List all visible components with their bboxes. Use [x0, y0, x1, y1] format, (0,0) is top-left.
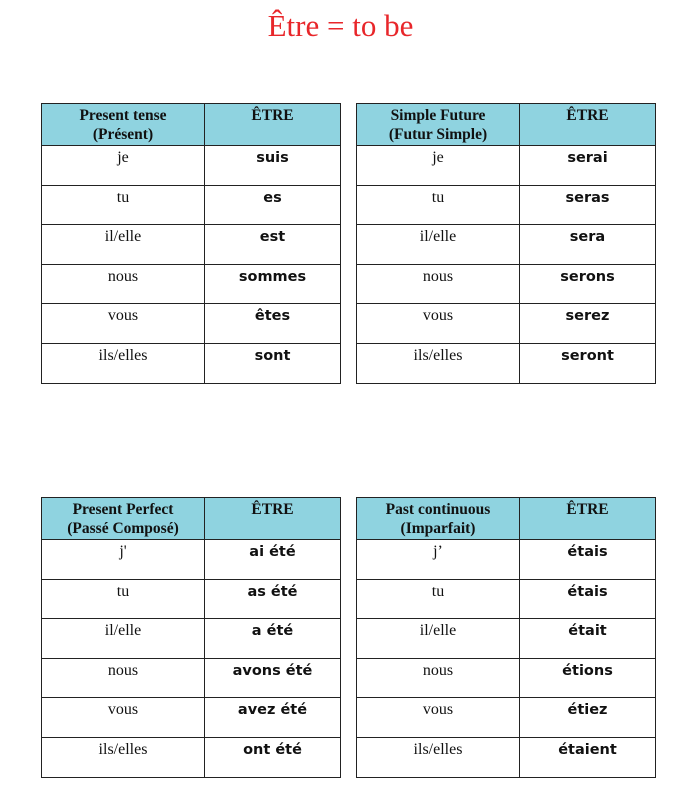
verb-form-cell: serez — [520, 304, 656, 344]
verb-form-cell: étiez — [520, 698, 656, 738]
verb-form-cell: a été — [205, 619, 341, 659]
table-row — [42, 343, 341, 383]
verb-form-cell: avez été — [205, 698, 341, 738]
verb-form-cell: sera — [520, 225, 656, 265]
table-row — [42, 737, 341, 777]
pronoun-cell: il/elle — [357, 225, 520, 265]
verb-form-cell: as été — [205, 579, 341, 619]
pronoun-cell: tu — [42, 185, 205, 225]
pronoun-cell: je — [357, 146, 520, 186]
pronoun-cell: vous — [357, 698, 520, 738]
pronoun-cell: il/elle — [42, 619, 205, 659]
table-row — [42, 304, 341, 344]
verb-form-cell: était — [520, 619, 656, 659]
verb-form-cell: suis — [205, 146, 341, 186]
tense-name: Simple Future — [390, 107, 486, 124]
table-row — [357, 185, 656, 225]
table-row — [357, 619, 656, 659]
tense-header — [42, 498, 205, 540]
verb-form-cell: seront — [520, 343, 656, 383]
verb-form-cell: avons été — [205, 658, 341, 698]
pronoun-cell: vous — [42, 304, 205, 344]
tense-header — [357, 104, 520, 146]
pronoun-cell: vous — [42, 698, 205, 738]
table-row — [42, 579, 341, 619]
table-row — [42, 658, 341, 698]
pronoun-cell: ils/elles — [42, 343, 205, 383]
table-row — [357, 658, 656, 698]
tense-french-name: (Passé Composé) — [67, 520, 179, 537]
pronoun-cell: ils/elles — [357, 737, 520, 777]
pronoun-cell: ils/elles — [42, 737, 205, 777]
pronoun-cell: ils/elles — [357, 343, 520, 383]
verb-form-cell: étaient — [520, 737, 656, 777]
table-header-row — [357, 498, 656, 540]
conjugation-table-future — [356, 103, 656, 384]
pronoun-cell: tu — [42, 579, 205, 619]
conjugation-table-perfect — [41, 497, 341, 778]
pronoun-cell: vous — [357, 304, 520, 344]
page-title: Être = to be — [267, 8, 414, 43]
table-header-row — [357, 104, 656, 146]
table-row — [42, 185, 341, 225]
tense-french-name: (Présent) — [92, 126, 154, 143]
pronoun-cell: j' — [42, 540, 205, 580]
pronoun-cell: je — [42, 146, 205, 186]
table-row — [357, 304, 656, 344]
table-row — [357, 540, 656, 580]
conjugation-table-imparfait — [356, 497, 656, 778]
tense-name: Present tense — [79, 107, 167, 124]
table-row — [357, 698, 656, 738]
pronoun-cell: nous — [42, 658, 205, 698]
table-row — [357, 343, 656, 383]
table-row — [357, 737, 656, 777]
table-row — [357, 225, 656, 265]
pronoun-cell: il/elle — [357, 619, 520, 659]
table-row — [42, 225, 341, 265]
verb-header: ÊTRE — [520, 104, 656, 146]
verb-form-cell: est — [205, 225, 341, 265]
table-row — [42, 540, 341, 580]
pronoun-cell: tu — [357, 185, 520, 225]
verb-header: ÊTRE — [205, 104, 341, 146]
verb-form-cell: ont été — [205, 737, 341, 777]
table-row — [42, 146, 341, 186]
pronoun-cell: nous — [357, 658, 520, 698]
verb-form-cell: seras — [520, 185, 656, 225]
verb-form-cell: êtes — [205, 304, 341, 344]
verb-form-cell: es — [205, 185, 341, 225]
tense-french-name: (Imparfait) — [400, 520, 476, 537]
verb-form-cell: étais — [520, 579, 656, 619]
tense-name: Present Perfect — [72, 501, 174, 518]
table-row — [357, 146, 656, 186]
table-row — [357, 579, 656, 619]
table-header-row — [42, 104, 341, 146]
table-row — [42, 619, 341, 659]
verb-form-cell: ai été — [205, 540, 341, 580]
conjugation-table-present — [41, 103, 341, 384]
verb-header: ÊTRE — [520, 498, 656, 540]
verb-header: ÊTRE — [205, 498, 341, 540]
pronoun-cell: nous — [42, 264, 205, 304]
tense-header — [357, 498, 520, 540]
table-row — [42, 264, 341, 304]
verb-form-cell: serons — [520, 264, 656, 304]
pronoun-cell: nous — [357, 264, 520, 304]
verb-form-cell: sont — [205, 343, 341, 383]
table-row — [357, 264, 656, 304]
tense-header — [42, 104, 205, 146]
verb-form-cell: étais — [520, 540, 656, 580]
pronoun-cell: il/elle — [42, 225, 205, 265]
pronoun-cell: j’ — [357, 540, 520, 580]
table-header-row — [42, 498, 341, 540]
verb-form-cell: étions — [520, 658, 656, 698]
verb-form-cell: sommes — [205, 264, 341, 304]
table-row — [42, 698, 341, 738]
tense-french-name: (Futur Simple) — [388, 126, 488, 143]
tense-name: Past continuous — [385, 501, 491, 518]
verb-form-cell: serai — [520, 146, 656, 186]
pronoun-cell: tu — [357, 579, 520, 619]
